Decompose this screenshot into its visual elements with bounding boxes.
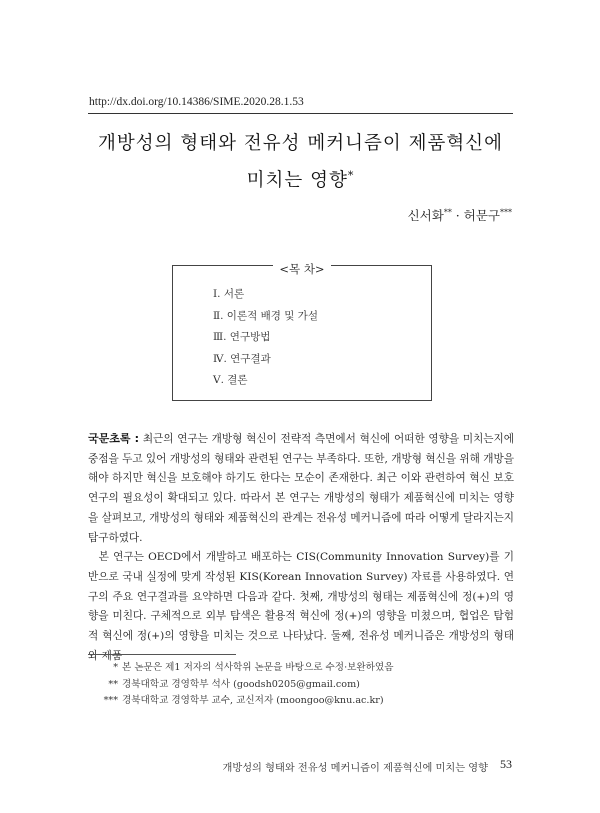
footnote-3 <box>88 693 513 710</box>
title-line-2-text: 미치는 영향 <box>246 170 348 192</box>
footnote-3-text: 경북대학교 경영학부 교수, 교신저자 (moongoo@knu.ac.kr) <box>122 695 384 706</box>
footnote-1-mark: * <box>113 662 118 673</box>
footnote-rule <box>88 654 236 655</box>
title-line-2 <box>88 160 513 197</box>
korean-abstract <box>88 429 514 666</box>
toc-item-3: Ⅲ. 연구방법 <box>213 331 271 343</box>
toc-heading-wrap <box>173 258 431 277</box>
abstract-paragraph-1 <box>88 429 514 548</box>
abstract-label: 국문초록 : <box>88 432 140 445</box>
author-1: 신서화 <box>407 208 444 223</box>
abstract-text-1: 최근의 연구는 개방형 혁신이 전략적 측면에서 혁신에 어떠한 영향을 미치는지에 중점을 두고 있어 개방성의 형태와 관련된 연구는 부족하다. 또한, 개방형 혁신을 위해 개방을 해야 하지만 혁신을 보호해야 하기도 한다는 모순이 존재한다. 최근 이와 관련하여 혁신 보호 연구의 필요성이 확대되고 있다. 따라서 본 연구는 개방성의 형태가 제품혁신에 미치는 영향을 살펴보고, 개방성의 형태와 제품혁신의 관계는 전유성 메커니즘에 따라 어떻게 달라지는지 탐구하였다. <box>88 433 515 544</box>
header-rule <box>88 113 513 114</box>
author-separator: · <box>455 208 460 223</box>
toc-item-5: Ⅴ. 결론 <box>213 374 248 386</box>
page-number: 53 <box>500 757 512 771</box>
author-2: 허문구 <box>463 208 500 223</box>
title-line-1: 개방성의 형태와 전유성 메커니즘이 제품혁신에 <box>98 133 503 154</box>
footnote-1 <box>88 660 513 677</box>
footnote-3-mark: *** <box>103 695 118 706</box>
author-1-mark: ** <box>443 207 452 217</box>
footnote-2-mark: ** <box>108 678 118 690</box>
footnote-2-text: 경북대학교 경영학부 석사 (goodsh0205@gmail.com) <box>122 678 360 690</box>
author-2-mark: *** <box>500 207 512 217</box>
toc-item-4: Ⅳ. 연구결과 <box>213 352 271 365</box>
toc-item-2: Ⅱ. 이론적 배경 및 가설 <box>213 309 318 322</box>
title-footnote-mark: * <box>347 169 355 182</box>
doi-link[interactable]: http://dx.doi.org/10.14386/SIME.2020.28.1.53 <box>89 96 304 108</box>
running-title: 개방성의 형태와 전유성 메커니즘이 제품혁신에 미치는 영향 <box>222 763 488 774</box>
toc-item-1: Ⅰ. 서론 <box>213 288 245 300</box>
footnote-1-text: 본 논문은 제1 저자의 석사학위 논문을 바탕으로 수정·보완하였음 <box>122 662 394 673</box>
paper-title <box>88 128 513 197</box>
abstract-paragraph-2: 본 연구는 OECD에서 개발하고 배포하는 CIS(Community Innovation Survey)를 기반으로 국내 실정에 맞게 작성된 KIS(Korean Innovation Survey) 자료를 사용하였다. 연구의 주요 연구결과를 요약하면 다음과 같다. 첫째, 개방성의 형태는 제품혁신에 정(+)의 영향을 미친다. 구체적으로 외부 탐색은 활용적 혁신에 정(+)의 영향을 미쳤으며, 협업은 탐험적 혁신에 정(+)의 영향을 미치는 것으로 나타났다. 둘째, 전유성 메커니즘은 개방성의 형태와 제품 <box>88 551 514 662</box>
table-of-contents <box>172 262 432 401</box>
footnotes <box>88 660 513 710</box>
toc-list <box>213 284 318 392</box>
author-line <box>408 206 512 224</box>
footnote-2 <box>88 677 513 694</box>
toc-heading: <목 차> <box>273 262 330 276</box>
